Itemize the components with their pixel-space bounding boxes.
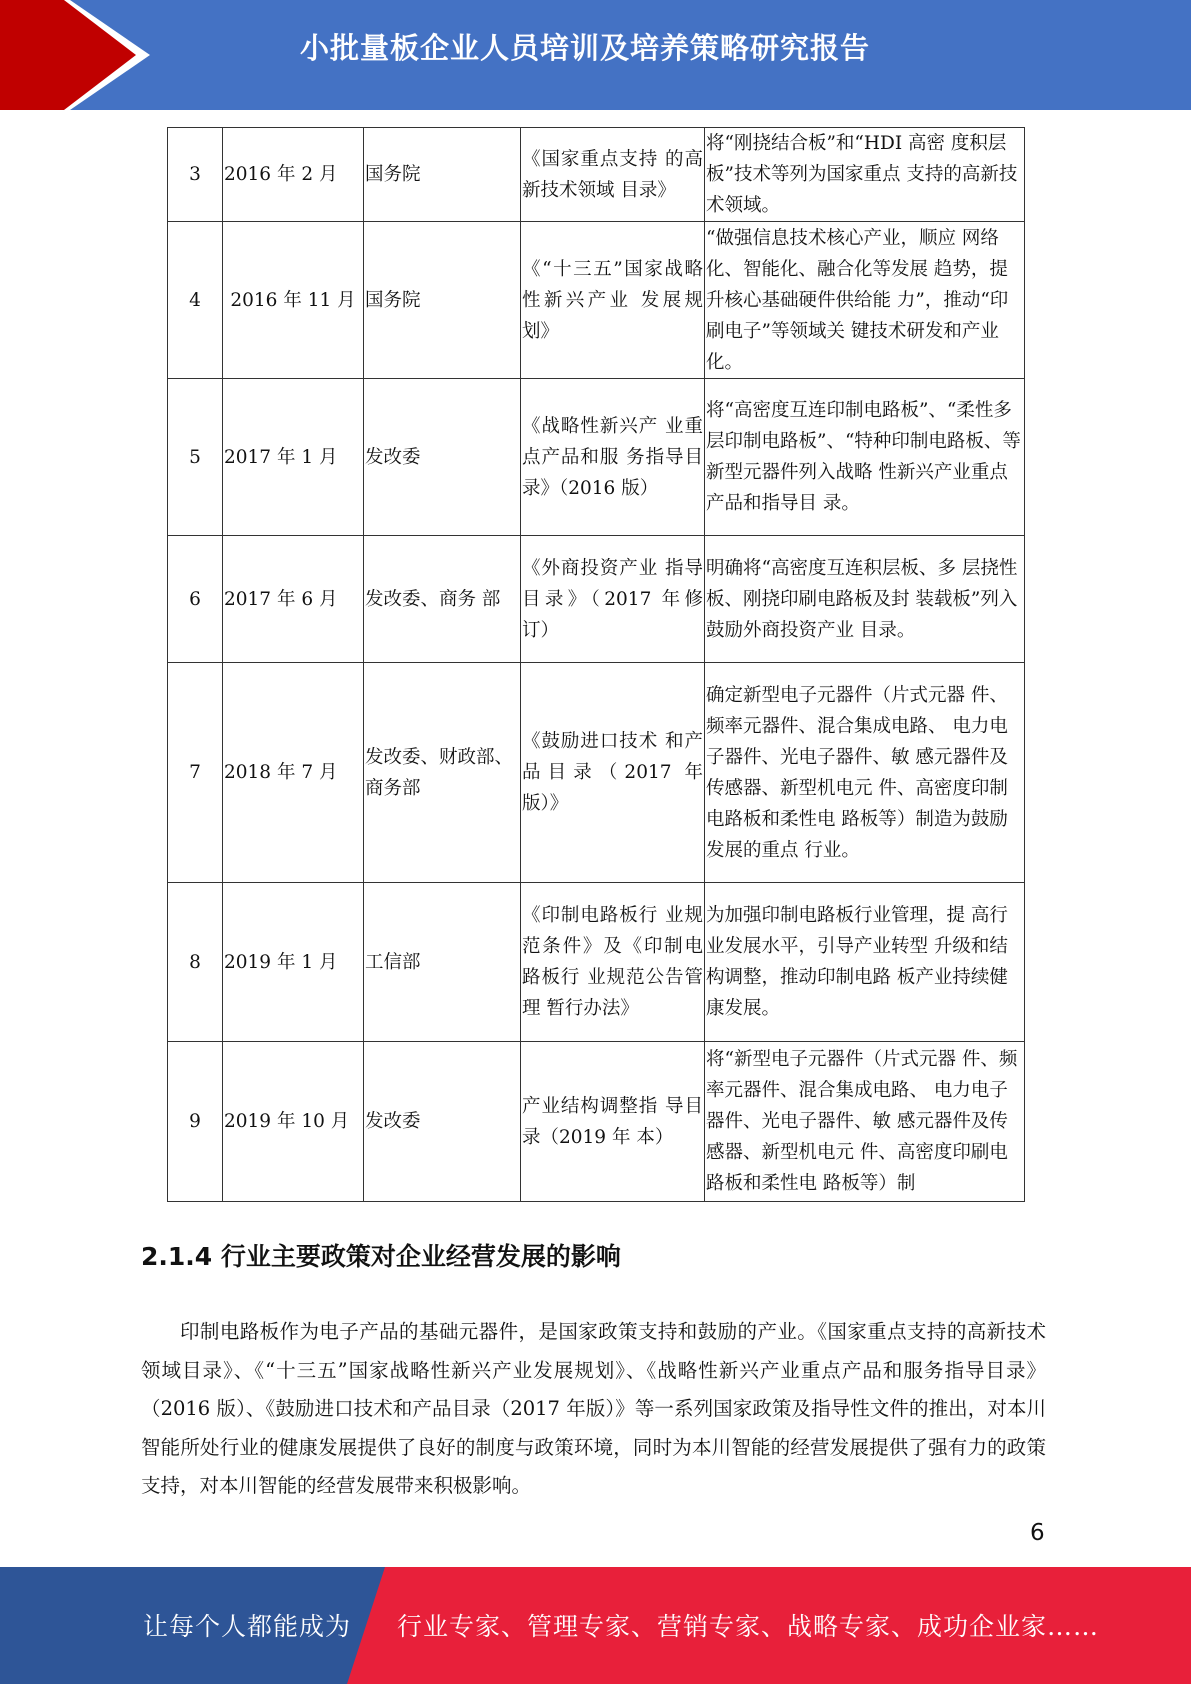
row-document: 产业结构调整指 导目录（2019 年 本） [521, 1042, 705, 1202]
row-department: 国务院 [364, 222, 521, 379]
table-row [168, 536, 1025, 663]
row-number: 8 [168, 883, 223, 1042]
table-row [168, 883, 1025, 1042]
row-date: 2018 年 7 月 [223, 663, 364, 883]
row-department: 发改委 [364, 1042, 521, 1202]
row-content: “做强信息技术核心产业，顺应 网络化、智能化、融合化等发展 趋势，提升核心基础硬件供给能 力”，推动“印刷电子”等领域关 键技术研发和产业化。 [705, 222, 1025, 379]
row-content: 为加强印制电路板行业管理，提 高行业发展水平，引导产业转型 升级和结构调整，推动印制电路 板产业持续健康发展。 [705, 883, 1025, 1042]
row-department: 发改委、商务 部 [364, 536, 521, 663]
table-row [168, 222, 1025, 379]
row-content: 确定新型电子元器件（片式元器 件、频率元器件、混合集成电路、 电力电子器件、光电子器件、敏 感元器件及传感器、新型机电元 件、高密度印制电路板和柔性电 路板等）制造为鼓励发展的重点 行业。 [705, 663, 1025, 883]
footer-slogan-left: 让每个人都能成为 [143, 1612, 352, 1641]
report-title: 小批量板企业人员培训及培养策略研究报告 [300, 31, 871, 65]
row-document: 《“十三五”国家战略性新兴产业 发展规划》 [521, 222, 705, 379]
row-document: 《国家重点支持 的高新技术领域 目录》 [521, 128, 705, 222]
row-date: 2016 年 2 月 [223, 128, 364, 222]
row-number: 5 [168, 379, 223, 536]
row-department: 国务院 [364, 128, 521, 222]
body-paragraph: 印制电路板作为电子产品的基础元器件，是国家政策支持和鼓励的产业。《国家重点支持的高新技术领域目录》、《“十三五”国家战略性新兴产业发展规划》、《战略性新兴产业重点产品和服务指导目录》（2016 版）、《鼓励进口技术和产品目录（2017 年版）》等一系列国家政策及指导性文件的推出，对本川智能所处行业的健康发展提供了良好的制度与政策环境，同时为本川智能的经营发展提供了强有力的政策支持，对本川智能的经营发展带来积极影响。 [141, 1320, 1046, 1497]
table-row [168, 379, 1025, 536]
row-content: 将“高密度互连印制电路板”、“柔性多层印制电路板”、“特种印制电路板、等新型元器件列入战略 性新兴产业重点产品和指导目 录。 [705, 379, 1025, 536]
row-department: 发改委 [364, 379, 521, 536]
row-date: 2017 年 1 月 [223, 379, 364, 536]
row-number: 3 [168, 128, 223, 222]
footer-slogan-right: 行业专家、管理专家、营销专家、战略专家、成功企业家…… [397, 1612, 1100, 1641]
row-date: 2019 年 10 月 [223, 1042, 364, 1202]
row-document: 《鼓励进口技术 和产品目录（2017 年版）》 [521, 663, 705, 883]
row-date: 2017 年 6 月 [223, 536, 364, 663]
table-row [168, 128, 1025, 222]
row-content: 将“新型电子元器件（片式元器 件、频率元器件、混合集成电路、 电力电子器件、光电子器件、敏 感元器件及传感器、新型机电元 件、高密度印刷电路板和柔性电 路板等）制 [705, 1042, 1025, 1202]
row-department: 发改委、财政部、商务部 [364, 663, 521, 883]
policy-table [167, 127, 1025, 1202]
row-department: 工信部 [364, 883, 521, 1042]
table-row [168, 1042, 1025, 1202]
row-content: 明确将“高密度互连积层板、多 层挠性板、刚挠印刷电路板及封 装载板”列入鼓励外商投资产业 目录。 [705, 536, 1025, 663]
row-document: 《战略性新兴产 业重点产品和服 务指导目录》（2016 版） [521, 379, 705, 536]
row-number: 7 [168, 663, 223, 883]
row-number: 9 [168, 1042, 223, 1202]
page-footer [0, 1567, 1191, 1684]
header-arrow-decoration [0, 0, 150, 110]
row-date: 2016 年 11 月 [223, 222, 364, 379]
row-number: 6 [168, 536, 223, 663]
row-document: 《外商投资产业 指导目录》（2017 年修订） [521, 536, 705, 663]
page-header [0, 0, 1191, 110]
row-content: 将“刚挠结合板”和“HDI 高密 度积层板”技术等列为国家重点 支持的高新技术领域。 [705, 128, 1025, 222]
row-date: 2019 年 1 月 [223, 883, 364, 1042]
table-row [168, 663, 1025, 883]
row-number: 4 [168, 222, 223, 379]
section-heading: 2.1.4 行业主要政策对企业经营发展的影响 [141, 1242, 621, 1271]
page-number: 6 [1030, 1520, 1045, 1546]
row-document: 《印制电路板行 业规范条件》及《印制电路板行 业规范公告管理 暂行办法》 [521, 883, 705, 1042]
